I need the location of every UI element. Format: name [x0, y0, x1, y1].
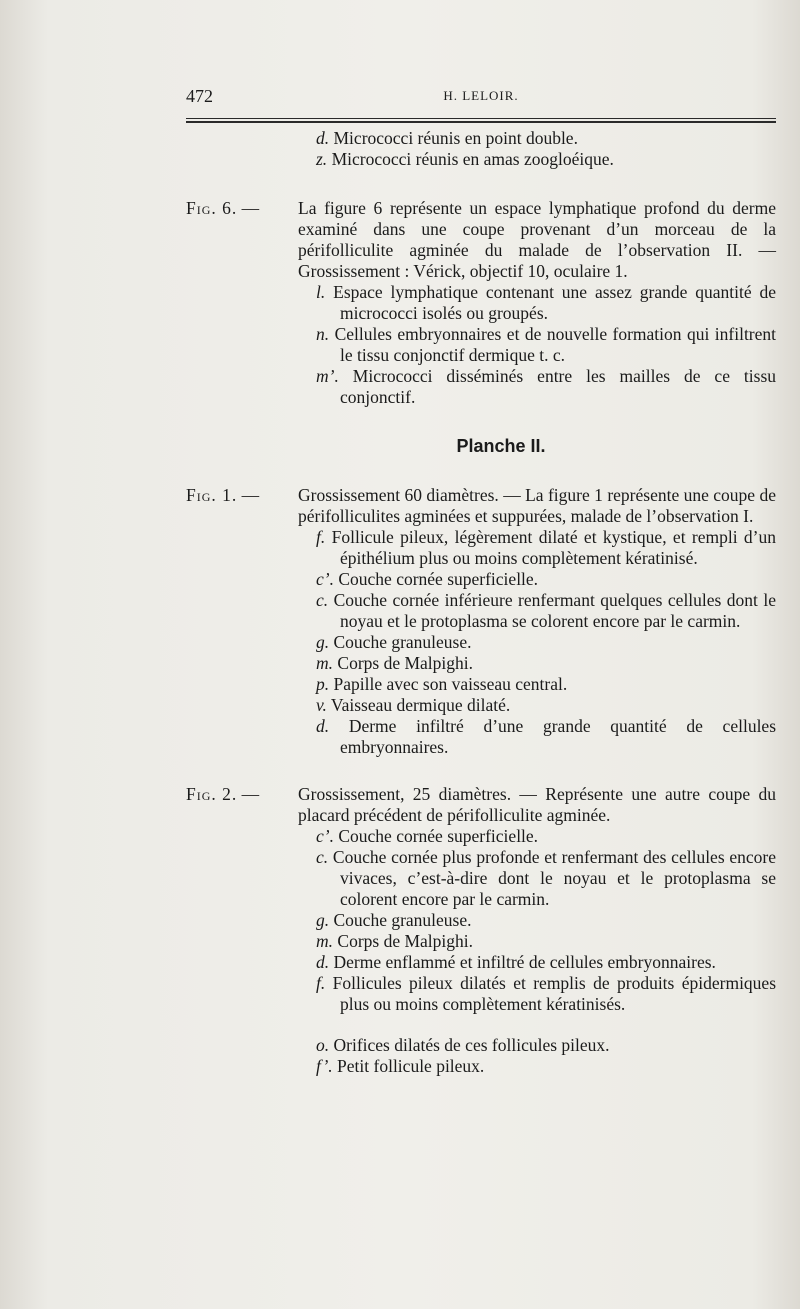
figure-1-heading [186, 485, 259, 506]
legend-key: d. [316, 128, 330, 148]
legend-entry [316, 569, 776, 590]
figure-dash: — [241, 198, 260, 218]
figure-2-description: Grossissement, 25 diamètres. — Représente une autre coupe du placard précédent de périfolliculite agminée. [298, 784, 776, 825]
legend-entry [316, 282, 776, 324]
legend-text: Couche cornée plus profonde et renfermant des cellules encore vivaces, c’est-à-dire dont le noyau et le protoplasma se colorent encore par le carmin. [332, 847, 776, 909]
legend-text: Follicule pileux, légèrement dilaté et kystique, et rempli d’un épithélium plus ou moins complètement kératinisé. [331, 527, 777, 568]
legend-key: m’. [316, 366, 339, 386]
legend-entry [316, 1056, 776, 1077]
legend-entry [316, 149, 776, 170]
legend-key: g. [316, 632, 330, 652]
legend-key: d. [316, 716, 330, 736]
figure-6-legend [186, 198, 776, 408]
legend-entry [316, 128, 776, 149]
figure-label: Fig. 1. [186, 485, 238, 505]
legend-entry [316, 366, 776, 408]
figure-2-heading [186, 784, 259, 805]
legend-text: Couche cornée superficielle. [338, 826, 539, 846]
legend-key: c. [316, 847, 329, 867]
legend-entry [316, 847, 776, 910]
legend-text: Orifices dilatés de ces follicules pileux. [333, 1035, 610, 1055]
legend-text: Couche cornée inférieure renfermant quelques cellules dont le noyau et le protoplasma se colorent encore par le carmin. [333, 590, 776, 631]
legend-key: m. [316, 653, 334, 673]
figure-2-trailing-entries [186, 1035, 776, 1077]
legend-text: Derme enflammé et infiltré de cellules embryonnaires. [333, 952, 716, 972]
legend-key: c’. [316, 569, 334, 589]
legend-entry [316, 826, 776, 847]
legend-text: Couche granuleuse. [333, 632, 472, 652]
figure-label: Fig. 6. [186, 198, 238, 218]
legend-entry [316, 653, 776, 674]
legend-text: Derme infiltré d’une grande quantité de cellules embryonnaires. [340, 716, 777, 757]
figure-2-entries [186, 826, 776, 1015]
legend-text: Couche granuleuse. [333, 910, 472, 930]
legend-text: Corps de Malpighi. [337, 653, 474, 673]
legend-key: c’. [316, 826, 334, 846]
legend-key: f. [316, 527, 326, 547]
entry-gap [186, 1015, 776, 1035]
figure-label: Fig. 2. [186, 784, 238, 804]
figure-1-legend [186, 485, 776, 758]
figure-1-description: Grossissement 60 diamètres. — La figure 1 représente une coupe de périfolliculites agminées et suppurées, malade de l’observation I. [298, 485, 776, 526]
legend-entry [316, 527, 776, 569]
legend-key: c. [316, 590, 329, 610]
legend-entry [316, 716, 776, 758]
legend-entry [316, 324, 776, 366]
legend-key: l. [316, 282, 326, 302]
header-rule-double [186, 121, 776, 123]
legend-text: Follicules pileux dilatés et remplis de produits épidermiques plus ou moins complètement kératinisés. [332, 973, 777, 1014]
legend-key: f’. [316, 1056, 333, 1076]
figure-6-description: La figure 6 représente un espace lymphatique profond du derme examiné dans une coupe provenant d’un morceau de la périfolliculite agminée du malade de l’observation II. — Grossissement : Vérick, objectif 10, oculaire 1. [298, 198, 776, 281]
legend-entry [316, 590, 776, 632]
top-legend-list [186, 128, 776, 170]
legend-key: p. [316, 674, 330, 694]
legend-entry [316, 952, 776, 973]
legend-key: g. [316, 910, 330, 930]
legend-entry [316, 695, 776, 716]
figure-dash: — [241, 784, 260, 804]
legend-entry [316, 973, 776, 1015]
legend-key: m. [316, 931, 334, 951]
figure-6-heading [186, 198, 259, 219]
figure-dash: — [241, 485, 260, 505]
figure-2-legend [186, 784, 776, 1077]
plate-title: Planche II. [456, 436, 546, 456]
legend-text: Micrococci réunis en point double. [333, 128, 578, 148]
legend-key: n. [316, 324, 330, 344]
running-head-author: H. LELOIR. [443, 88, 519, 103]
legend-entry [316, 931, 776, 952]
page-body [186, 128, 776, 1077]
figure-1-entries [186, 527, 776, 758]
page-number: 472 [186, 86, 213, 106]
legend-text: Petit follicule pileux. [337, 1056, 485, 1076]
legend-entry [316, 632, 776, 653]
legend-text: Micrococci réunis en amas zoogloéique. [331, 149, 614, 169]
legend-key: v. [316, 695, 327, 715]
header-rule [186, 118, 776, 119]
legend-key: d. [316, 952, 330, 972]
legend-entry [316, 910, 776, 931]
legend-text: Espace lymphatique contenant une assez grande quantité de micrococci isolés ou groupés. [333, 282, 776, 323]
running-head [186, 86, 776, 110]
legend-entry [316, 1035, 776, 1056]
legend-text: Vaisseau dermique dilaté. [330, 695, 511, 715]
legend-key: o. [316, 1035, 330, 1055]
legend-text: Micrococci disséminés entre les mailles de ce tissu conjonctif. [340, 366, 777, 407]
legend-key: f. [316, 973, 326, 993]
legend-entry [316, 674, 776, 695]
legend-text: Corps de Malpighi. [337, 931, 474, 951]
legend-text: Cellules embryonnaires et de nouvelle formation qui infiltrent le tissu conjonctif dermique t. c. [334, 324, 777, 365]
legend-key: z. [316, 149, 328, 169]
legend-text: Couche cornée superficielle. [338, 569, 539, 589]
figure-6-entries [186, 282, 776, 408]
legend-text: Papille avec son vaisseau central. [333, 674, 568, 694]
